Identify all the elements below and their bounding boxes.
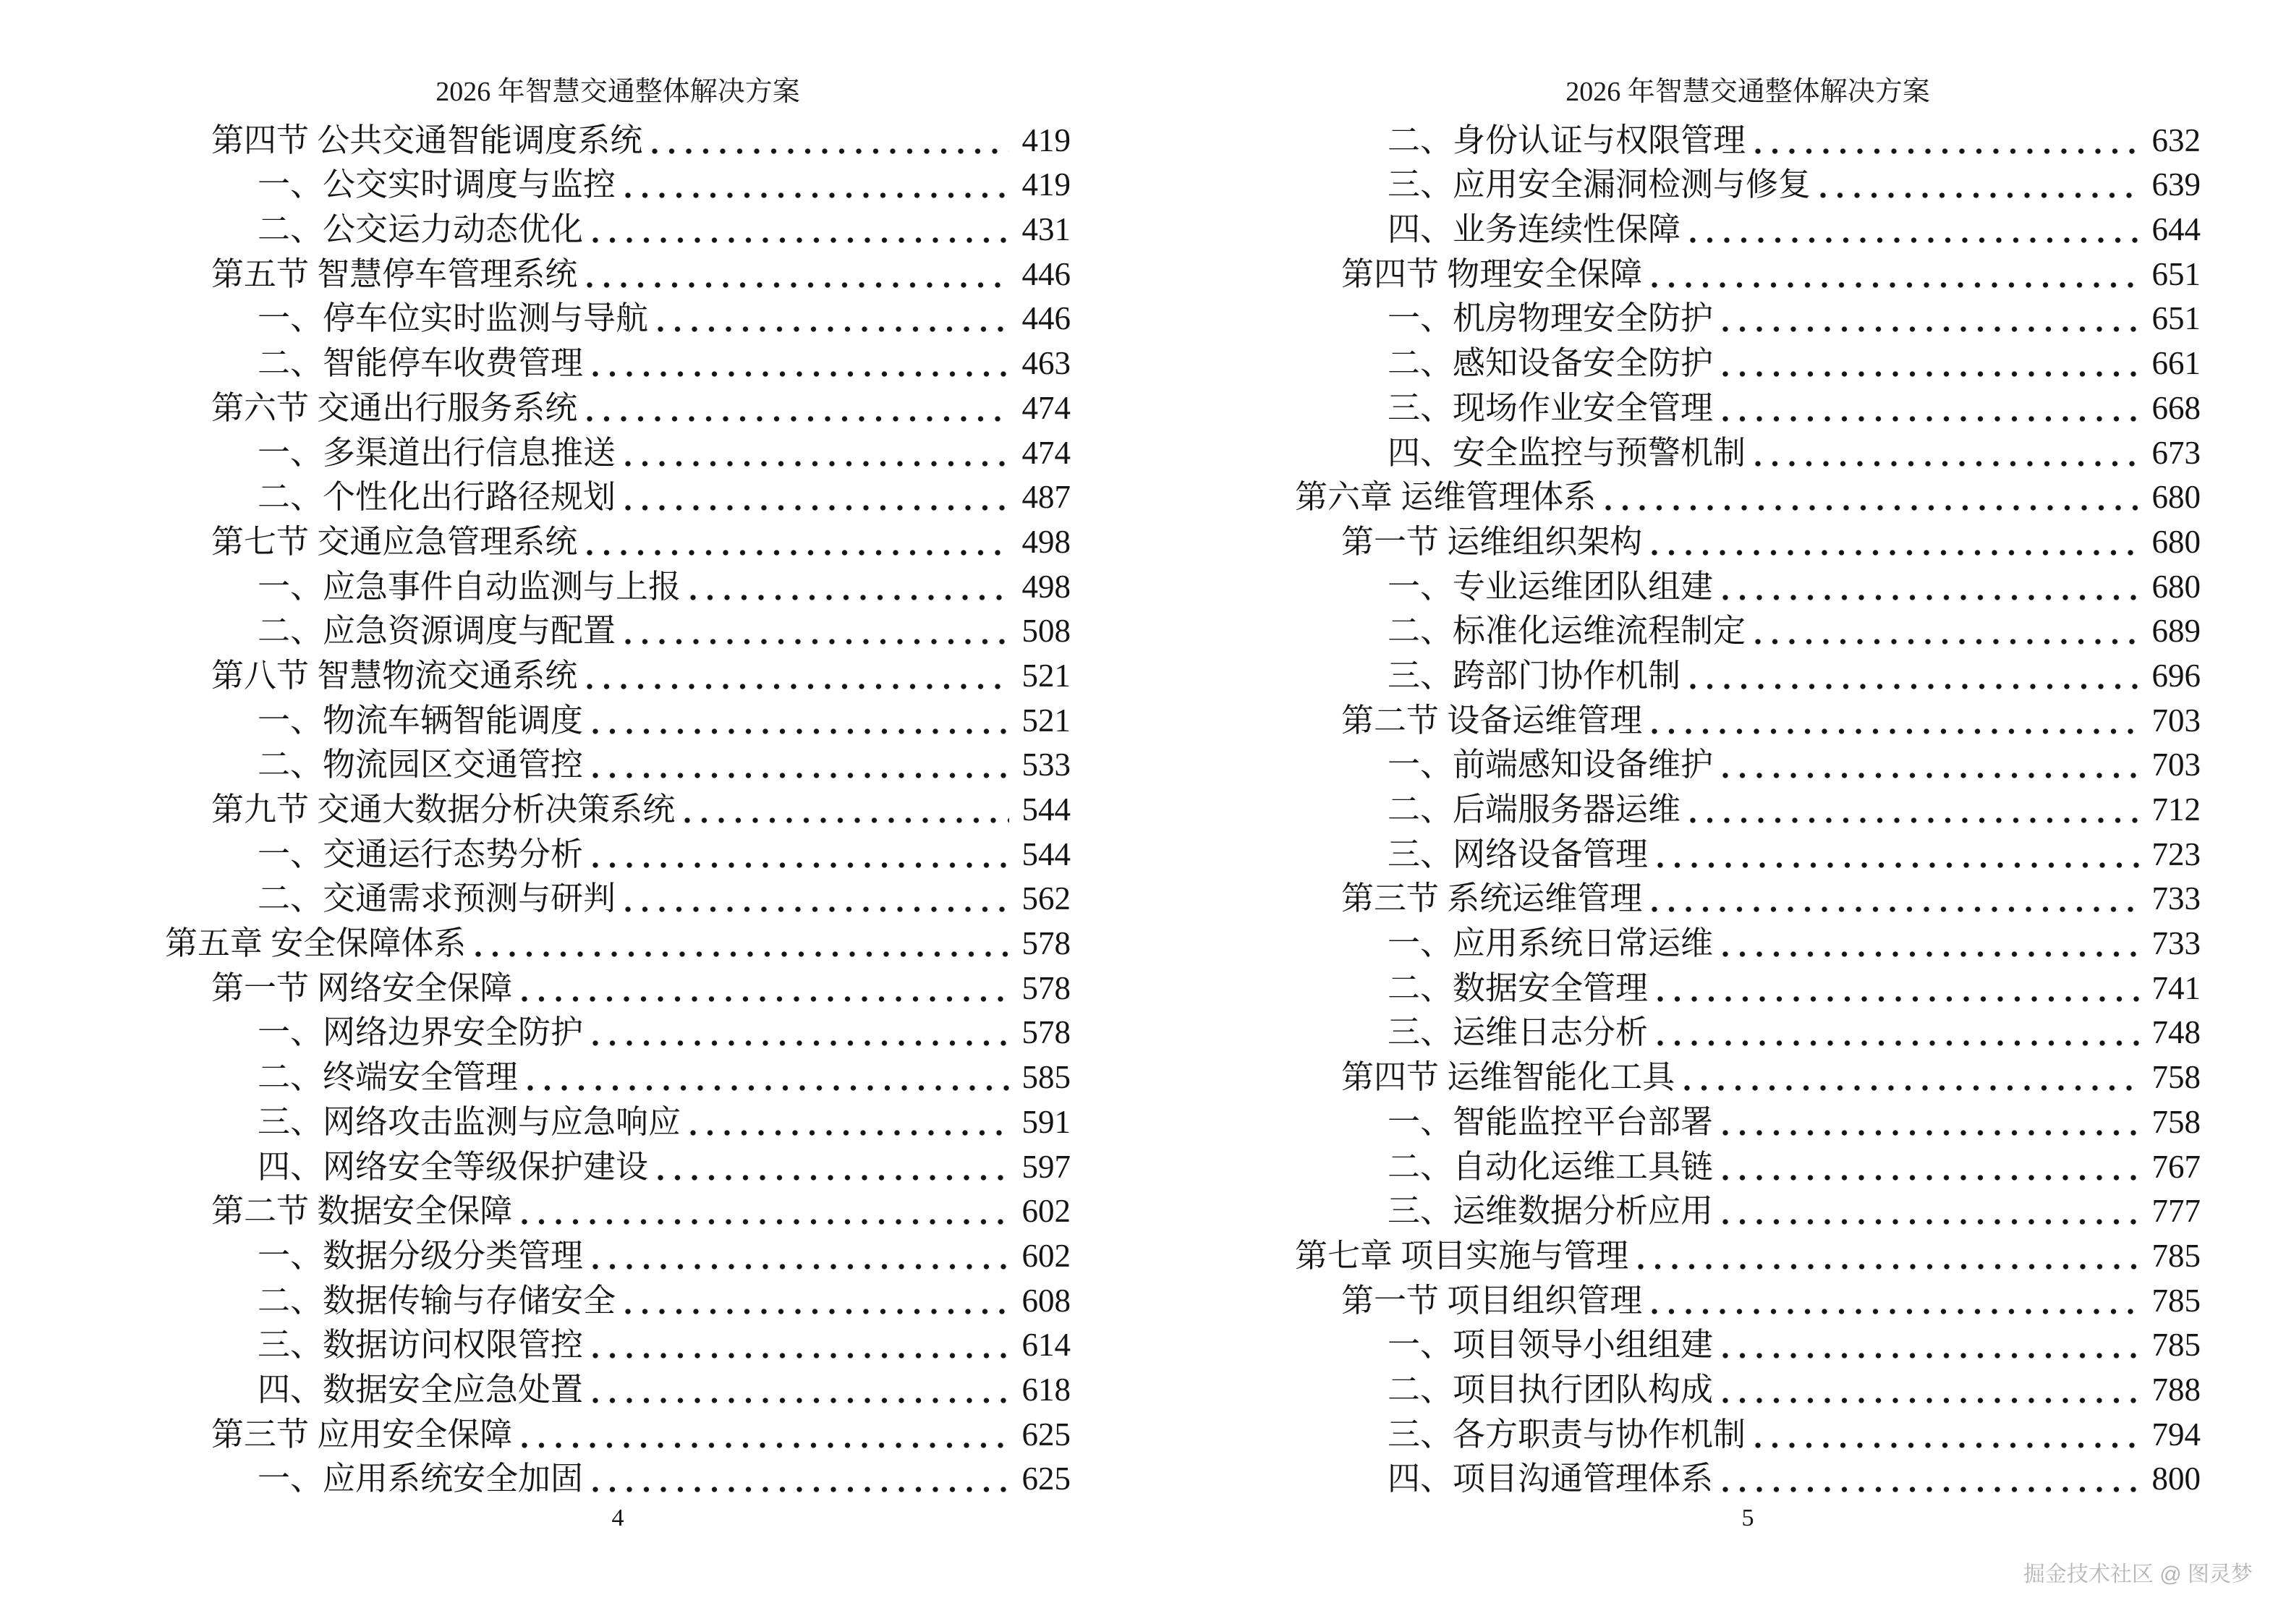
toc-entry <box>1295 1272 2201 1317</box>
dotted-leader <box>1651 906 2138 913</box>
dotted-leader <box>592 1352 1008 1359</box>
toc-page-left <box>165 0 1071 1624</box>
toc-entry-page-number: 591 <box>1021 1103 1071 1140</box>
toc-entry <box>1295 425 2201 469</box>
toc-entry <box>165 1139 1071 1183</box>
dotted-leader <box>1651 281 2138 289</box>
toc-entry <box>165 1361 1071 1406</box>
toc-entry-page-number: 521 <box>1021 702 1071 739</box>
toc-entry-page-number: 487 <box>1021 479 1071 516</box>
dotted-leader <box>684 817 1008 824</box>
dotted-leader <box>1689 237 2138 244</box>
toc-entry <box>165 157 1071 202</box>
toc-entry-label: 三、网络攻击监测与应急响应 <box>258 1103 681 1140</box>
dotted-leader <box>592 728 1008 735</box>
dotted-leader <box>1722 1397 2138 1404</box>
toc-entry-label: 二、公交运力动态优化 <box>258 211 584 248</box>
toc-entry-page-number: 785 <box>2151 1282 2201 1319</box>
toc-entry-page-number: 431 <box>1021 211 1071 248</box>
toc-entry-page-number: 777 <box>2151 1193 2201 1230</box>
toc-entry-page-number: 785 <box>2151 1327 2201 1364</box>
toc-entry-page-number: 741 <box>2151 969 2201 1006</box>
toc-entry-label: 二、标准化运维流程制定 <box>1388 613 1746 650</box>
toc-entry <box>1295 1406 2201 1451</box>
toc-entry-label: 一、前端感知设备维护 <box>1388 747 1714 783</box>
toc-entry-label: 二、智能停车收费管理 <box>258 345 584 382</box>
toc-entry <box>1295 201 2201 246</box>
toc-entry-page-number: 680 <box>2151 523 2201 560</box>
dotted-leader <box>1722 1174 2138 1181</box>
toc-entry-label: 第五章 安全保障体系 <box>165 925 467 962</box>
dotted-leader <box>1722 772 2138 779</box>
toc-entry-label: 四、数据安全应急处置 <box>258 1371 584 1408</box>
dotted-leader <box>1657 995 2138 1003</box>
toc-entry-label: 第四节 物理安全保障 <box>1341 255 1643 292</box>
dotted-leader <box>475 951 1008 958</box>
toc-entry-label: 三、各方职责与协作机制 <box>1388 1416 1746 1453</box>
toc-entry-page-number: 703 <box>2151 702 2201 739</box>
dotted-leader <box>521 995 1008 1003</box>
toc-entry-label: 四、业务连续性保障 <box>1388 211 1681 248</box>
toc-entry <box>165 1272 1071 1317</box>
toc-entry-page-number: 625 <box>1021 1461 1071 1497</box>
toc-entry-label: 一、数据分级分类管理 <box>258 1237 584 1274</box>
toc-entry-page-number: 758 <box>2151 1103 2201 1140</box>
toc-entry <box>1295 960 2201 1005</box>
toc-entry <box>165 1094 1071 1139</box>
toc-entry <box>165 915 1071 960</box>
toc-entry-page-number: 474 <box>1021 389 1071 426</box>
dotted-leader <box>1651 1308 2138 1315</box>
toc-entry-label: 第八节 智慧物流交通系统 <box>211 657 578 694</box>
toc-entry <box>1295 737 2201 782</box>
dotted-leader <box>1722 415 2138 422</box>
toc-entry-page-number: 661 <box>2151 345 2201 382</box>
toc-entry-page-number: 498 <box>1021 523 1071 560</box>
toc-entry-label: 一、应急事件自动监测与上报 <box>258 568 681 605</box>
dotted-leader <box>1754 460 2138 467</box>
dotted-leader <box>1637 1263 2138 1270</box>
toc-entry-page-number: 618 <box>1021 1371 1071 1408</box>
toc-entry <box>165 1406 1071 1451</box>
dotted-leader <box>657 326 1008 333</box>
dotted-leader <box>1651 549 2138 556</box>
dotted-leader <box>624 504 1008 511</box>
toc-entry <box>1295 1005 2201 1050</box>
toc-entry-label: 第六章 运维管理体系 <box>1295 479 1597 516</box>
toc-entry-label: 一、公交实时调度与监控 <box>258 166 616 203</box>
toc-entry <box>1295 692 2201 737</box>
toc-entry-label: 二、物流园区交通管控 <box>258 747 584 783</box>
dotted-leader <box>1819 192 2138 199</box>
toc-entry-label: 第三节 应用安全保障 <box>211 1416 513 1453</box>
toc-entry-label: 一、智能监控平台部署 <box>1388 1103 1714 1140</box>
toc-entry-label: 四、网络安全等级保护建设 <box>258 1148 649 1185</box>
toc-entry-label: 三、应用安全漏洞检测与修复 <box>1388 166 1811 203</box>
toc-entry <box>1295 871 2201 916</box>
toc-entry-page-number: 474 <box>1021 434 1071 471</box>
toc-entry <box>1295 915 2201 960</box>
toc-entry-label: 三、运维日志分析 <box>1388 1014 1649 1051</box>
dotted-leader <box>592 772 1008 779</box>
dotted-leader <box>1722 594 2138 601</box>
toc-entry-label: 一、专业运维团队组建 <box>1388 568 1714 605</box>
toc-entry-label: 二、感知设备安全防护 <box>1388 345 1714 382</box>
toc-entry-page-number: 733 <box>2151 925 2201 962</box>
toc-entry <box>165 960 1071 1005</box>
toc-entry-label: 四、安全监控与预警机制 <box>1388 434 1746 471</box>
toc-entry-label: 二、终端安全管理 <box>258 1059 519 1096</box>
toc-entry-page-number: 463 <box>1021 345 1071 382</box>
toc-entry <box>1295 291 2201 336</box>
toc-entry-label: 一、应用系统日常运维 <box>1388 925 1714 962</box>
toc-entry-page-number: 788 <box>2151 1371 2201 1408</box>
toc-entry-page-number: 758 <box>2151 1059 2201 1096</box>
dotted-leader <box>1754 638 2138 645</box>
toc-entry <box>165 380 1071 425</box>
toc-entry-label: 第七章 项目实施与管理 <box>1295 1237 1629 1274</box>
toc-entry <box>1295 469 2201 514</box>
toc-entry-page-number: 651 <box>2151 255 2201 292</box>
toc-entry-page-number: 651 <box>2151 300 2201 337</box>
toc-list-left <box>165 112 1071 1495</box>
toc-entry <box>1295 1451 2201 1496</box>
dotted-leader <box>527 1084 1008 1092</box>
toc-entry-label: 第四节 公共交通智能调度系统 <box>211 122 643 158</box>
dotted-leader <box>586 549 1008 556</box>
toc-entry-label: 二、后端服务器运维 <box>1388 791 1681 828</box>
dotted-leader <box>592 237 1008 244</box>
dotted-leader <box>592 370 1008 378</box>
toc-entry <box>165 1228 1071 1272</box>
toc-entry <box>165 1005 1071 1050</box>
toc-entry <box>165 826 1071 871</box>
toc-entry-label: 三、运维数据分析应用 <box>1388 1193 1714 1230</box>
toc-entry-label: 四、项目沟通管理体系 <box>1388 1461 1714 1497</box>
toc-entry <box>1295 1361 2201 1406</box>
toc-entry-page-number: 794 <box>2151 1416 2201 1453</box>
dotted-leader <box>1722 1352 2138 1359</box>
toc-entry-page-number: 800 <box>2151 1461 2201 1497</box>
dotted-leader <box>1605 504 2138 511</box>
toc-entry-label: 第九节 交通大数据分析决策系统 <box>211 791 676 828</box>
page-header: 2026 年智慧交通整体解决方案 <box>1565 77 1930 107</box>
toc-entry <box>1295 1317 2201 1362</box>
toc-entry-label: 三、现场作业安全管理 <box>1388 389 1714 426</box>
toc-entry <box>165 335 1071 380</box>
toc-entry-label: 第六节 交通出行服务系统 <box>211 389 578 426</box>
dotted-leader <box>1689 817 2138 824</box>
toc-entry-label: 第二节 数据安全保障 <box>211 1193 513 1230</box>
toc-entry <box>1295 1139 2201 1183</box>
toc-entry-label: 三、跨部门协作机制 <box>1388 657 1681 694</box>
toc-entry-page-number: 712 <box>2151 791 2201 828</box>
toc-page-right <box>1295 0 2201 1624</box>
dotted-leader <box>1754 1442 2138 1449</box>
toc-entry <box>165 201 1071 246</box>
dotted-leader <box>624 906 1008 913</box>
toc-entry-page-number: 668 <box>2151 389 2201 426</box>
toc-entry-page-number: 498 <box>1021 568 1071 605</box>
dotted-leader <box>689 594 1008 601</box>
toc-entry-label: 一、多渠道出行信息推送 <box>258 434 616 471</box>
toc-entry-page-number: 446 <box>1021 300 1071 337</box>
toc-entry <box>1295 647 2201 692</box>
dotted-leader <box>1657 1040 2138 1047</box>
toc-entry-label: 二、数据安全管理 <box>1388 969 1649 1006</box>
toc-entry-page-number: 680 <box>2151 479 2201 516</box>
dotted-leader <box>624 460 1008 467</box>
toc-entry <box>1295 1094 2201 1139</box>
dotted-leader <box>1651 728 2138 735</box>
toc-entry <box>165 603 1071 648</box>
toc-entry-page-number: 508 <box>1021 613 1071 650</box>
dotted-leader <box>586 683 1008 690</box>
toc-list-right <box>1295 112 2201 1495</box>
toc-entry-label: 一、网络边界安全防护 <box>258 1014 584 1051</box>
toc-entry-label: 一、应用系统安全加固 <box>258 1461 584 1497</box>
toc-entry-label: 第一节 项目组织管理 <box>1341 1282 1643 1319</box>
toc-entry <box>1295 603 2201 648</box>
toc-entry <box>1295 1183 2201 1228</box>
toc-entry-page-number: 680 <box>2151 568 2201 605</box>
toc-entry-page-number: 625 <box>1021 1416 1071 1453</box>
toc-entry <box>1295 157 2201 202</box>
toc-entry-page-number: 446 <box>1021 255 1071 292</box>
toc-entry <box>1295 781 2201 826</box>
dotted-leader <box>624 638 1008 645</box>
toc-entry-label: 二、身份认证与权限管理 <box>1388 122 1746 158</box>
toc-entry <box>165 781 1071 826</box>
toc-entry-label: 二、自动化运维工具链 <box>1388 1148 1714 1185</box>
dotted-leader <box>1657 862 2138 869</box>
page-header: 2026 年智慧交通整体解决方案 <box>435 77 800 107</box>
dotted-leader <box>1683 1084 2138 1092</box>
toc-entry <box>165 1049 1071 1094</box>
toc-entry-label: 一、机房物理安全防护 <box>1388 300 1714 337</box>
toc-entry-page-number: 632 <box>2151 122 2201 158</box>
dotted-leader <box>521 1218 1008 1225</box>
toc-entry-page-number: 608 <box>1021 1282 1071 1319</box>
dotted-leader <box>592 862 1008 869</box>
toc-entry-label: 第五节 智慧停车管理系统 <box>211 255 578 292</box>
toc-entry-page-number: 602 <box>1021 1193 1071 1230</box>
toc-entry-label: 第三节 系统运维管理 <box>1341 880 1643 917</box>
dotted-leader <box>586 415 1008 422</box>
toc-entry-page-number: 689 <box>2151 613 2201 650</box>
dotted-leader <box>1722 1486 2138 1493</box>
toc-entry <box>165 469 1071 514</box>
toc-entry <box>165 692 1071 737</box>
toc-entry <box>1295 1228 2201 1272</box>
toc-entry <box>165 112 1071 157</box>
dotted-leader <box>689 1129 1008 1136</box>
toc-entry <box>165 1317 1071 1362</box>
toc-entry <box>165 647 1071 692</box>
toc-entry-label: 一、交通运行态势分析 <box>258 836 584 872</box>
dotted-leader <box>624 1308 1008 1315</box>
toc-entry-page-number: 703 <box>2151 747 2201 783</box>
toc-entry-page-number: 578 <box>1021 969 1071 1006</box>
toc-entry-page-number: 578 <box>1021 1014 1071 1051</box>
dotted-leader <box>1689 683 2138 690</box>
toc-entry <box>1295 558 2201 603</box>
toc-entry-label: 第一节 运维组织架构 <box>1341 523 1643 560</box>
toc-entry <box>1295 246 2201 291</box>
toc-entry-page-number: 533 <box>1021 747 1071 783</box>
watermark: 掘金技术社区 @ 图灵梦 <box>2023 1563 2253 1586</box>
toc-entry <box>1295 514 2201 558</box>
toc-entry-page-number: 673 <box>2151 434 2201 471</box>
toc-entry-page-number: 748 <box>2151 1014 2201 1051</box>
toc-entry-label: 二、项目执行团队构成 <box>1388 1371 1714 1408</box>
toc-entry-page-number: 785 <box>2151 1237 2201 1274</box>
toc-entry-page-number: 419 <box>1021 166 1071 203</box>
toc-entry-page-number: 544 <box>1021 836 1071 872</box>
toc-entry-page-number: 562 <box>1021 880 1071 917</box>
dotted-leader <box>1722 370 2138 378</box>
toc-entry-page-number: 419 <box>1021 122 1071 158</box>
toc-entry-page-number: 602 <box>1021 1237 1071 1274</box>
toc-entry <box>165 1183 1071 1228</box>
toc-entry-page-number: 644 <box>2151 211 2201 248</box>
toc-entry <box>165 558 1071 603</box>
dotted-leader <box>521 1442 1008 1449</box>
toc-entry <box>1295 335 2201 380</box>
dotted-leader <box>592 1486 1008 1493</box>
toc-entry-label: 一、物流车辆智能调度 <box>258 702 584 739</box>
toc-entry-page-number: 639 <box>2151 166 2201 203</box>
toc-entry-label: 第二节 设备运维管理 <box>1341 702 1643 739</box>
dotted-leader <box>1722 951 2138 958</box>
toc-entry-label: 三、数据访问权限管控 <box>258 1327 584 1364</box>
toc-entry <box>165 291 1071 336</box>
toc-entry-page-number: 767 <box>2151 1148 2201 1185</box>
toc-entry-label: 三、网络设备管理 <box>1388 836 1649 872</box>
toc-entry <box>165 425 1071 469</box>
toc-entry <box>165 737 1071 782</box>
toc-entry-page-number: 696 <box>2151 657 2201 694</box>
toc-entry <box>1295 380 2201 425</box>
footer-page-number: 5 <box>1741 1505 1754 1531</box>
toc-entry-page-number: 733 <box>2151 880 2201 917</box>
toc-entry-page-number: 544 <box>1021 791 1071 828</box>
toc-entry-label: 二、个性化出行路径规划 <box>258 479 616 516</box>
dotted-leader <box>586 281 1008 289</box>
dotted-leader <box>592 1040 1008 1047</box>
toc-entry-label: 一、停车位实时监测与导航 <box>258 300 649 337</box>
footer-page-number: 4 <box>611 1505 624 1531</box>
dotted-leader <box>624 192 1008 199</box>
toc-entry <box>1295 826 2201 871</box>
dotted-leader <box>1722 1218 2138 1225</box>
toc-entry-page-number: 585 <box>1021 1059 1071 1096</box>
toc-entry <box>165 871 1071 916</box>
toc-entry-page-number: 521 <box>1021 657 1071 694</box>
dotted-leader <box>1754 148 2138 155</box>
dotted-leader <box>1722 326 2138 333</box>
toc-entry <box>165 246 1071 291</box>
toc-entry-page-number: 614 <box>1021 1327 1071 1364</box>
dotted-leader <box>592 1397 1008 1404</box>
toc-entry-label: 二、交通需求预测与研判 <box>258 880 616 917</box>
toc-entry-label: 第一节 网络安全保障 <box>211 969 513 1006</box>
toc-entry-page-number: 578 <box>1021 925 1071 962</box>
dotted-leader <box>657 1174 1008 1181</box>
dotted-leader <box>651 148 1008 155</box>
toc-entry-label: 第七节 交通应急管理系统 <box>211 523 578 560</box>
toc-entry <box>1295 112 2201 157</box>
toc-entry-page-number: 723 <box>2151 836 2201 872</box>
toc-entry <box>165 514 1071 558</box>
toc-entry-label: 一、项目领导小组组建 <box>1388 1327 1714 1364</box>
toc-entry-label: 二、数据传输与存储安全 <box>258 1282 616 1319</box>
toc-entry <box>165 1451 1071 1496</box>
toc-entry-label: 二、应急资源调度与配置 <box>258 613 616 650</box>
toc-entry <box>1295 1049 2201 1094</box>
dotted-leader <box>1722 1129 2138 1136</box>
toc-entry-page-number: 597 <box>1021 1148 1071 1185</box>
dotted-leader <box>592 1263 1008 1270</box>
toc-entry-label: 第四节 运维智能化工具 <box>1341 1059 1675 1096</box>
